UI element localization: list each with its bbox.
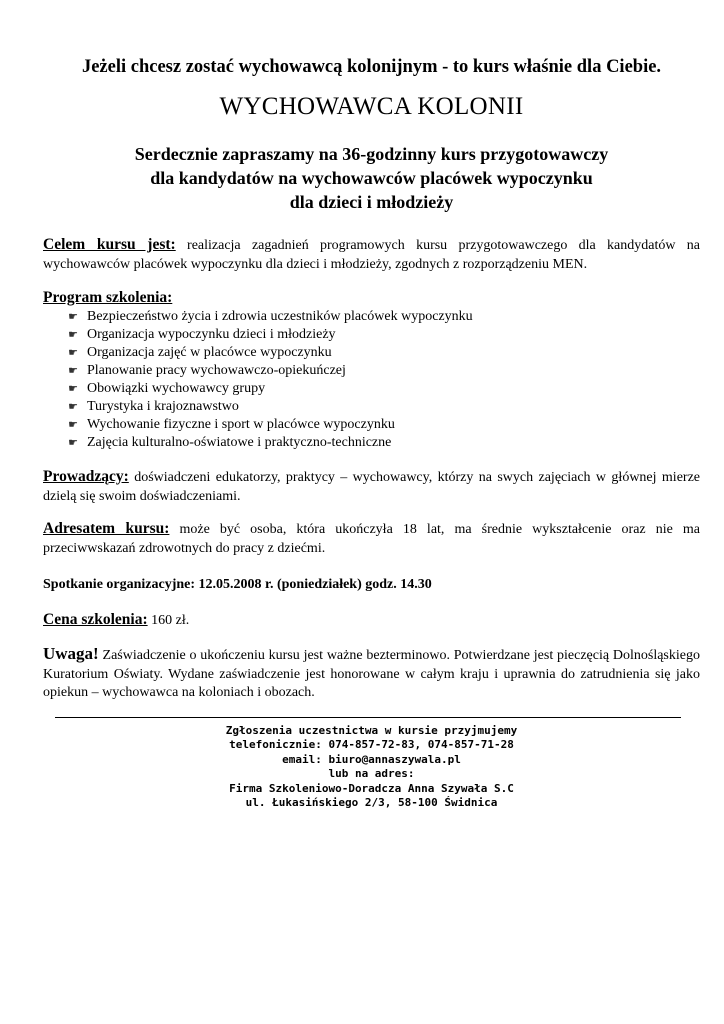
document-page — [43, 55, 700, 811]
main-title: WYCHOWAWCA KOLONII — [219, 93, 524, 120]
divider — [55, 717, 681, 718]
list-item — [63, 398, 700, 416]
price-label: Cena szkolenia: — [43, 611, 148, 628]
goal-paragraph — [43, 236, 700, 274]
contact-block — [43, 724, 700, 812]
list-item — [63, 308, 700, 326]
hand-pointer-icon: ☚ — [68, 347, 78, 359]
price-value: 160 zł. — [147, 613, 190, 628]
list-item-text: Obowiązki wychowawcy grupy — [87, 381, 266, 396]
list-item — [63, 344, 700, 362]
contact-line: Zgłoszenia uczestnictwa w kursie przyjmujemy — [225, 723, 518, 737]
instructors-text: doświadczeni edukatorzy, praktycy – wychowawcy, którzy na swych zajęciach w głównej mierze dzielą się swoim doświadczeniami. — [43, 470, 700, 504]
subtitle-line: Serdecznie zapraszamy na 36-godzinny kurs przygotowawczy — [134, 144, 609, 164]
list-item — [63, 380, 700, 398]
note-label: Uwaga! — [43, 644, 99, 663]
subtitle-line: dla kandydatów na wychowawców placówek wypoczynku — [150, 168, 593, 188]
contact-line: telefonicznie: 074-857-72-83, 074-857-71-28 — [229, 738, 514, 752]
hand-pointer-icon: ☚ — [68, 437, 78, 449]
instructors-label: Prowadzący: — [43, 468, 129, 485]
subtitle — [43, 142, 700, 214]
contact-line: email: biuro@annaszywala.pl — [282, 752, 461, 766]
list-item — [63, 434, 700, 452]
list-item-text: Organizacja zajęć w placówce wypoczynku — [87, 345, 332, 360]
audience-label: Adresatem kursu: — [43, 520, 170, 537]
intro-text: Jeżeli chcesz zostać wychowawcą kolonijnym - to kurs właśnie dla Ciebie. — [81, 57, 662, 77]
contact-line: ul. Łukasińskiego 2/3, 58-100 Świdnica — [245, 796, 498, 810]
contact-line: Firma Szkoleniowo-Doradcza Anna Szywała S.C — [229, 781, 514, 795]
list-item-text: Planowanie pracy wychowawczo-opiekuńczej — [87, 363, 346, 378]
subtitle-line: dla dzieci i młodzieży — [289, 192, 454, 212]
goal-text: realizacja zagadnień programowych kursu przygotowawczego dla kandydatów na wychowawców placówek wypoczynku dla dzieci i młodzieży, zgodnych z rozporządzeniu MEN. — [43, 238, 701, 272]
list-item-text: Organizacja wypoczynku dzieci i młodzieży — [87, 327, 336, 342]
list-item — [63, 326, 700, 344]
goal-label: Celem kursu jest: — [43, 236, 176, 253]
list-item — [63, 416, 700, 434]
audience-paragraph — [43, 520, 700, 558]
list-item — [63, 362, 700, 380]
program-section — [43, 288, 700, 452]
note-text: Zaświadczenie o ukończeniu kursu jest ważne bezterminowo. Potwierdzane jest pieczęcią Dolnośląskiego Kuratorium Oświaty. Wydane zaświadczenie jest honorowane w całym kraju i uprawnia do zatrudnienia się jako opiekun – wychowawca na koloniach i obozach. — [43, 648, 700, 700]
hand-pointer-icon: ☚ — [68, 419, 78, 431]
instructors-paragraph — [43, 468, 700, 506]
contact-line: lub na adres: — [328, 767, 415, 781]
note-paragraph — [43, 645, 700, 703]
list-item-text: Zajęcia kulturalno-oświatowe i praktyczno-techniczne — [87, 435, 392, 450]
hand-pointer-icon: ☚ — [68, 311, 78, 323]
program-list — [43, 308, 700, 452]
list-item-text: Turystyka i krajoznawstwo — [87, 399, 239, 414]
price-info — [43, 610, 700, 631]
hand-pointer-icon: ☚ — [68, 401, 78, 413]
list-item-text: Wychowanie fizyczne i sport w placówce wypoczynku — [87, 417, 395, 432]
audience-text: może być osoba, która ukończyła 18 lat, ma średnie wykształcenie oraz nie ma przeciwwskazań zdrowotnych do pracy z dziećmi. — [43, 522, 701, 556]
program-heading: Program szkolenia: — [43, 289, 173, 306]
meeting-info: Spotkanie organizacyjne: 12.05.2008 r. (poniedziałek) godz. 14.30 — [43, 577, 432, 592]
hand-pointer-icon: ☚ — [68, 365, 78, 377]
hand-pointer-icon: ☚ — [68, 329, 78, 341]
hand-pointer-icon: ☚ — [68, 383, 78, 395]
list-item-text: Bezpieczeństwo życia i zdrowia uczestników placówek wypoczynku — [87, 309, 473, 324]
